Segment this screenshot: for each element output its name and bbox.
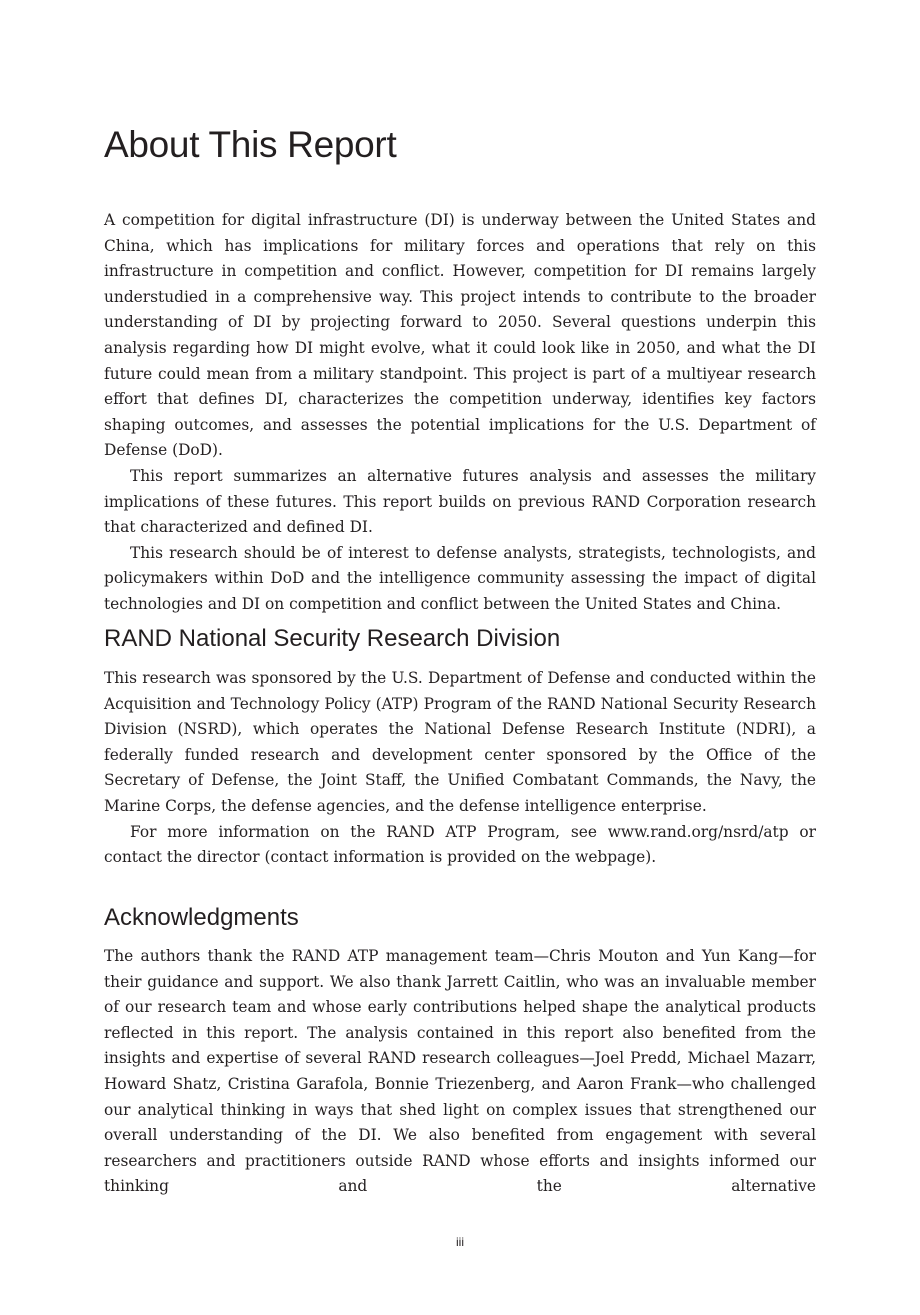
page-title: About This Report [104, 124, 397, 165]
about-paragraph-1: A competition for digital infrastructure (DI) is underway between the United States and China, which has implications for military forces and operations that rely on this infrastructure in competition and conflict. However, competition for DI remains largely understudied in a comprehensive way. This project intends to contribute to the broader understanding of DI by projecting forward to 2050. Several questions underpin this analysis regarding how DI might evolve, what it could look like in 2050, and what the DI future could mean from a military standpoint. This project is part of a multiyear research effort that defines DI, characterizes the competition underway, identifies key factors shaping outcomes, and assesses the potential implications for the U.S. Department of Defense (DoD). [104, 211, 816, 460]
nsrd-heading-wrap [104, 624, 816, 654]
about-paragraph-2: This report summarizes an alternative futures analysis and assesses the military implications of these futures. This report builds on previous RAND Corporation research that characterized and defined DI. [104, 466, 816, 537]
acknowledgments-section [104, 944, 816, 1200]
nsrd-paragraph-1: This research was sponsored by the U.S. Department of Defense and conducted within the Acquisition and Technology Policy (ATP) Program of the RAND National Security Research Division (NSRD), which operates the National Defense Research Institute (NDRI), a federally funded research and development center sponsored by the Office of the Secretary of Defense, the Joint Staff, the Unified Combatant Commands, the Navy, the Marine Corps, the defense agencies, and the defense intelligence enterprise. [104, 669, 816, 815]
page-number: iii [456, 1235, 464, 1249]
about-paragraph-3: This research should be of interest to defense analysts, strategists, technologists, and policymakers within DoD and the intelligence community assessing the impact of digital technologies and DI on competition and conflict between the United States and China. [104, 543, 816, 613]
nsrd-heading: RAND National Security Research Division [104, 625, 561, 652]
acknowledgments-heading: Acknowledgments [104, 904, 299, 931]
nsrd-section [104, 666, 816, 871]
about-section [104, 208, 816, 618]
acknowledgments-heading-wrap [104, 903, 816, 933]
acknowledgments-paragraph-1: The authors thank the RAND ATP management team—Chris Mouton and Yun Kang—for their guidance and support. We also thank Jarrett Caitlin, who was an invaluable member of our research team and whose early contributions helped shape the analytical products reflected in this report. The analysis contained in this report also benefited from the insights and expertise of several RAND research colleagues—Joel Predd, Michael Mazarr, Howard Shatz, Cristina Garafola, Bonnie Triezenberg, and Aaron Frank—who challenged our analytical thinking in ways that shed light on complex issues that strengthened our overall understanding of the DI. We also benefited from engagement with several researchers and practitioners outside RAND whose efforts and insights informed our thinking and the alternative [104, 947, 816, 1196]
nsrd-paragraph-2: For more information on the RAND ATP Program, see www.rand.org/nsrd/atp or contact the director (contact information is provided on the webpage). [104, 822, 816, 867]
